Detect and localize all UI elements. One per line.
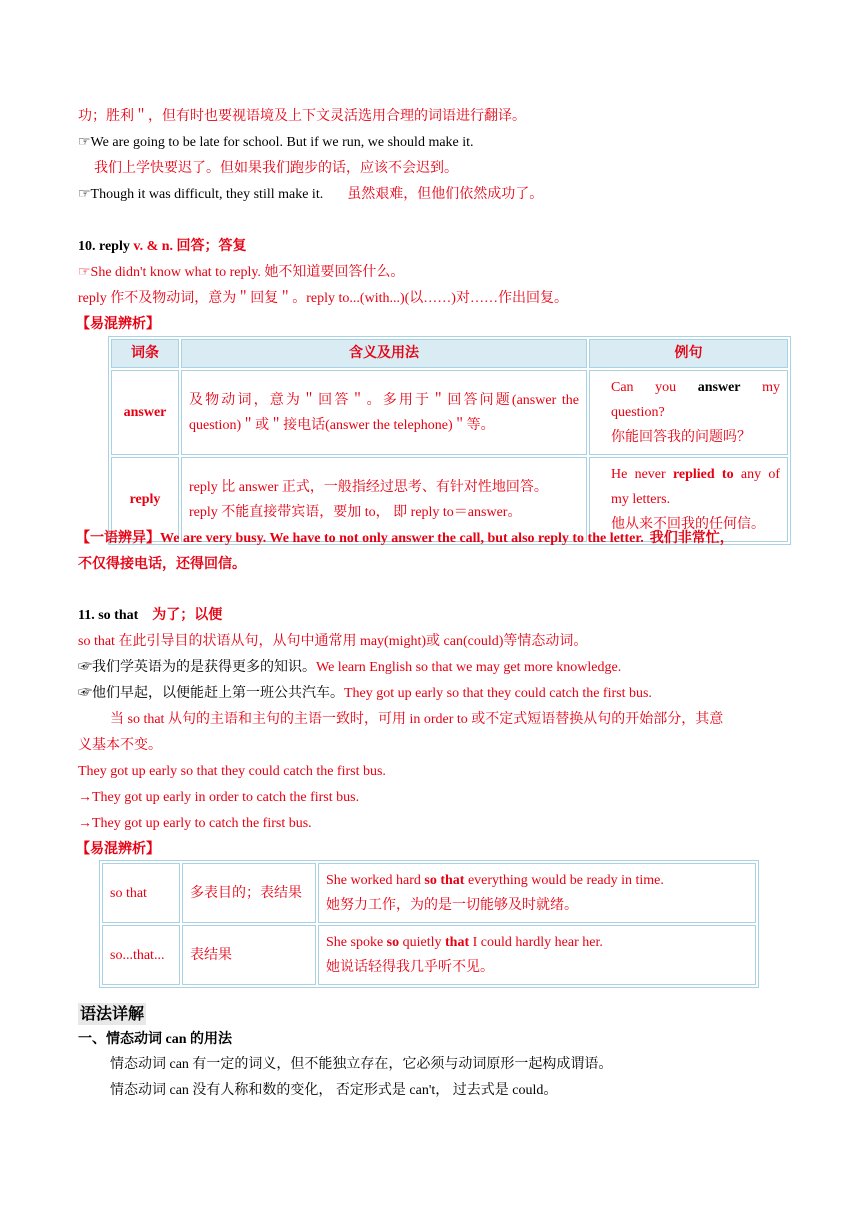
usage-line: reply 不能直接带宾语，要加 to， 即 reply to＝answer。 [189, 504, 522, 520]
example-en: ☞Though it was difficult, they still make it. [78, 187, 324, 202]
example-cell [589, 370, 788, 455]
example-sentence [78, 263, 404, 283]
term-cell: so...that... [102, 925, 180, 985]
word-cell: answer [111, 370, 179, 455]
example-sentence [78, 185, 543, 205]
header-cell: 词条 [111, 339, 179, 368]
example-sentence [78, 684, 652, 704]
example-en: Can you answer my question? [611, 380, 780, 420]
so-that-comparison-table [99, 860, 759, 988]
meaning-cell: 多表目的；表结果 [182, 863, 316, 923]
example-en: ☞She didn't know what to reply. [78, 265, 261, 280]
intro-line: 功；胜利＂，但有时也要视语境及上下文灵活选用合理的词语进行翻译。 [78, 109, 526, 124]
section-number: 10. reply [78, 239, 130, 254]
example-en: She spoke so quietly that I could hardly hear her. [326, 935, 603, 950]
header-cell: 例句 [589, 339, 788, 368]
grammar-paragraph: 情态动词 can 有一定的词义，但不能独立存在，它必须与动词原形一起构成谓语。 [110, 1057, 613, 1072]
table-row [111, 370, 788, 455]
table-row [102, 925, 756, 985]
example-en: He never replied to any of my letters. [611, 467, 780, 507]
explanation-paragraph: 当 so that 从句的主语和主句的主语一致时，可用 in order to 或不定式短语替换从句的开始部分，其意 [110, 712, 724, 727]
example-sentence [78, 658, 621, 678]
example-cell [318, 863, 756, 923]
example-zh: 他从来不回我的任何信。 [611, 517, 765, 532]
table-header-row [111, 339, 788, 368]
word-cell: reply [111, 457, 179, 542]
section-number: 11. so that [78, 608, 139, 623]
example-zh: 你能回答我的问题吗？ [611, 430, 751, 445]
word-meaning: 回答；答复 [176, 239, 247, 254]
part-of-speech: v. & n. [133, 239, 174, 254]
example-zh: ☞我们学英语为的是获得更多的知识。 [78, 660, 316, 675]
word-meaning: 为了；以便 [152, 608, 223, 623]
transformation-example: They got up early so that they could catch the first bus. [78, 764, 386, 779]
example-cell [318, 925, 756, 985]
section-10-title [78, 237, 247, 257]
distinction-label: 【一语辨异】 [76, 531, 160, 546]
table-row [102, 863, 756, 923]
section-11-title [78, 606, 222, 626]
example-sentence: ☞We are going to be late for school. But if we run, we should make it. [78, 135, 474, 150]
example-zh: 她努力工作，为的是一切能够及时就绪。 [326, 898, 578, 913]
usage-cell: 及物动词，意为＂回答＂。多用于＂回答问题(answer the question)＂或＂接电话(answer the telephone)＂等。 [181, 370, 587, 455]
example-zh: 虽然艰难，但他们依然成功了。 [347, 187, 544, 202]
transformation-example: →They got up early to catch the first bus. [78, 816, 312, 831]
one-sentence-distinction [76, 529, 734, 549]
distinction-en: We are very busy. We have to not only answer the call, but also reply to the letter. [160, 531, 644, 546]
example-en: They got up early so that they could catch the first bus. [344, 686, 652, 701]
answer-reply-comparison-table [108, 336, 791, 545]
example-translation: 我们上学快要迟了。但如果我们跑步的话，应该不会迟到。 [94, 161, 458, 176]
example-zh: 她说话轻得我几乎听不见。 [326, 960, 494, 975]
transformation-example: →They got up early in order to catch the first bus. [78, 790, 360, 805]
grammar-heading: 语法详解 [80, 1004, 145, 1023]
usage-note: so that 在此引导目的状语从句，从句中通常用 may(might)或 can(could)等情态动词。 [78, 634, 588, 649]
confusion-label: 【易混辨析】 [76, 842, 160, 857]
explanation-paragraph: 义基本不变。 [78, 738, 162, 753]
example-en: We learn English so that we may get more knowledge. [316, 660, 622, 675]
example-zh: ☞他们早起，以便能赶上第一班公共汽车。 [78, 686, 344, 701]
grammar-paragraph: 情态动词 can 没有人称和数的变化， 否定形式是 can't， 过去式是 could。 [110, 1083, 558, 1098]
example-zh: 她不知道要回答什么。 [264, 265, 405, 280]
header-cell: 含义及用法 [181, 339, 587, 368]
term-cell: so that [102, 863, 180, 923]
distinction-zh-continued: 不仅得接电话，还得回信。 [78, 557, 246, 572]
grammar-subheading: 一、情态动词 can 的用法 [78, 1032, 232, 1047]
meaning-cell: 表结果 [182, 925, 316, 985]
distinction-zh: 我们非常忙， [649, 531, 734, 546]
usage-note: reply 作不及物动词，意为＂回复＂。reply to...(with...)(以……)对……作出回复。 [78, 291, 568, 306]
usage-line: reply 比 answer 正式，一般指经过思考、有针对性地回答。 [189, 479, 548, 495]
confusion-label: 【易混辨析】 [76, 317, 160, 332]
example-en: She worked hard so that everything would be ready in time. [326, 873, 664, 888]
